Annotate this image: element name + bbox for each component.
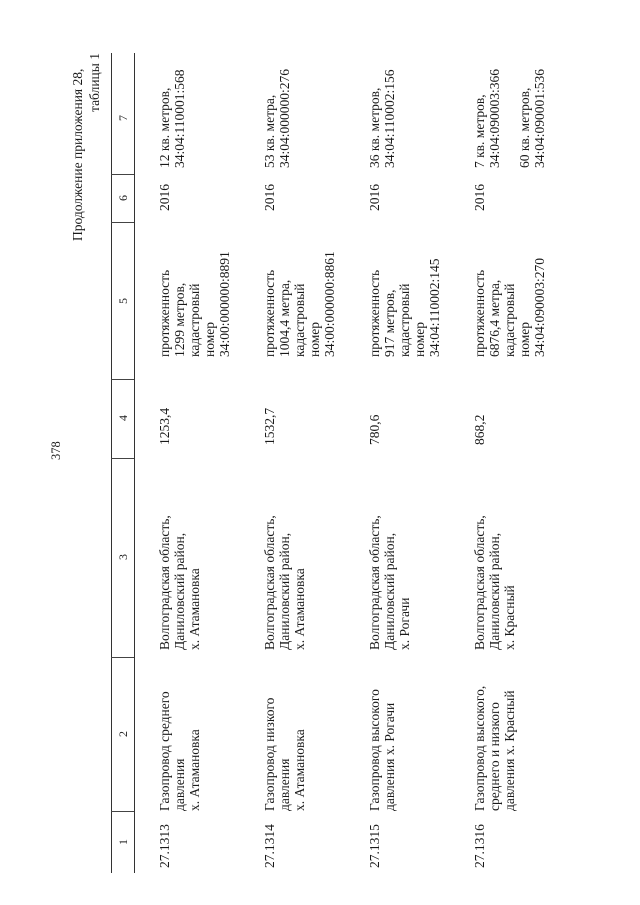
row-1-location: Волгоградская область, Даниловский район, х. Атамановка xyxy=(157,515,202,650)
row-4-location: Волгоградская область, Даниловский район, х. Красный xyxy=(472,515,517,650)
row-3-characteristics: протяженность 917 метров, кадастровый номер 34:04:110002:145 xyxy=(367,258,442,357)
row-2-characteristics: протяженность 1004,4 метра, кадастровый номер 34:00:000000:8861 xyxy=(262,251,337,357)
col-separator xyxy=(111,458,134,459)
row-4-value: 868,2 xyxy=(472,414,487,445)
col-separator xyxy=(111,379,134,380)
row-1-number: 27.1313 xyxy=(157,824,172,868)
page-number: 378 xyxy=(49,441,63,460)
row-1-year: 2016 xyxy=(157,184,172,211)
col-separator xyxy=(111,811,134,812)
col-separator xyxy=(111,174,134,175)
row-1-note: 12 кв. метров, 34:04:110001:568 xyxy=(157,69,187,168)
row-3-name: Газопровод высокого давления х. Рогачи xyxy=(367,689,397,811)
column-number-1: 1 xyxy=(116,839,130,845)
row-2-value: 1532,7 xyxy=(262,407,277,445)
table-header-rule xyxy=(134,53,135,873)
col-separator xyxy=(111,657,134,658)
row-1-name: Газопровод среднего давления х. Атамановка xyxy=(157,691,202,811)
row-3-note: 36 кв. метров, 34:04:110002:156 xyxy=(367,69,397,168)
row-3-value: 780,6 xyxy=(367,414,382,445)
header-line-2: таблицы 1 xyxy=(87,53,102,112)
column-number-7: 7 xyxy=(116,115,130,121)
row-4-year: 2016 xyxy=(472,184,487,211)
row-3-location: Волгоградская область, Даниловский район, х. Рогачи xyxy=(367,515,412,650)
row-2-note: 53 кв. метра, 34:04:000000:276 xyxy=(262,68,292,168)
row-3-number: 27.1315 xyxy=(367,824,382,868)
row-2-name: Газопровод низкого давления х. Атамановка xyxy=(262,697,307,811)
column-number-2: 2 xyxy=(116,731,130,737)
column-number-4: 4 xyxy=(116,415,130,421)
row-3-year: 2016 xyxy=(367,184,382,211)
row-4-note: 7 кв. метров, 34:04:090003:366 60 кв. метров, 34:04:090001:536 xyxy=(472,68,547,168)
row-1-value: 1253,4 xyxy=(157,407,172,445)
row-4-characteristics: протяженность 6876,4 метра, кадастровый номер 34:04:090003:270 xyxy=(472,257,547,357)
header-line-1: Продолжение приложения 28, xyxy=(70,68,85,241)
row-4-number: 27.1316 xyxy=(472,824,487,868)
column-number-6: 6 xyxy=(116,195,130,201)
table-top-rule xyxy=(111,53,112,873)
row-2-number: 27.1314 xyxy=(262,824,277,868)
column-number-5: 5 xyxy=(116,298,130,304)
row-2-location: Волгоградская область, Даниловский район, х. Атамановка xyxy=(262,515,307,650)
row-1-characteristics: протяженность 1299 метров, кадастровый номер 34:00:000000:8891 xyxy=(157,251,232,357)
col-separator xyxy=(111,222,134,223)
row-4-name: Газопровод высокого, среднего и низкого давления х. Красный xyxy=(472,685,517,811)
row-2-year: 2016 xyxy=(262,184,277,211)
column-number-3: 3 xyxy=(116,554,130,560)
